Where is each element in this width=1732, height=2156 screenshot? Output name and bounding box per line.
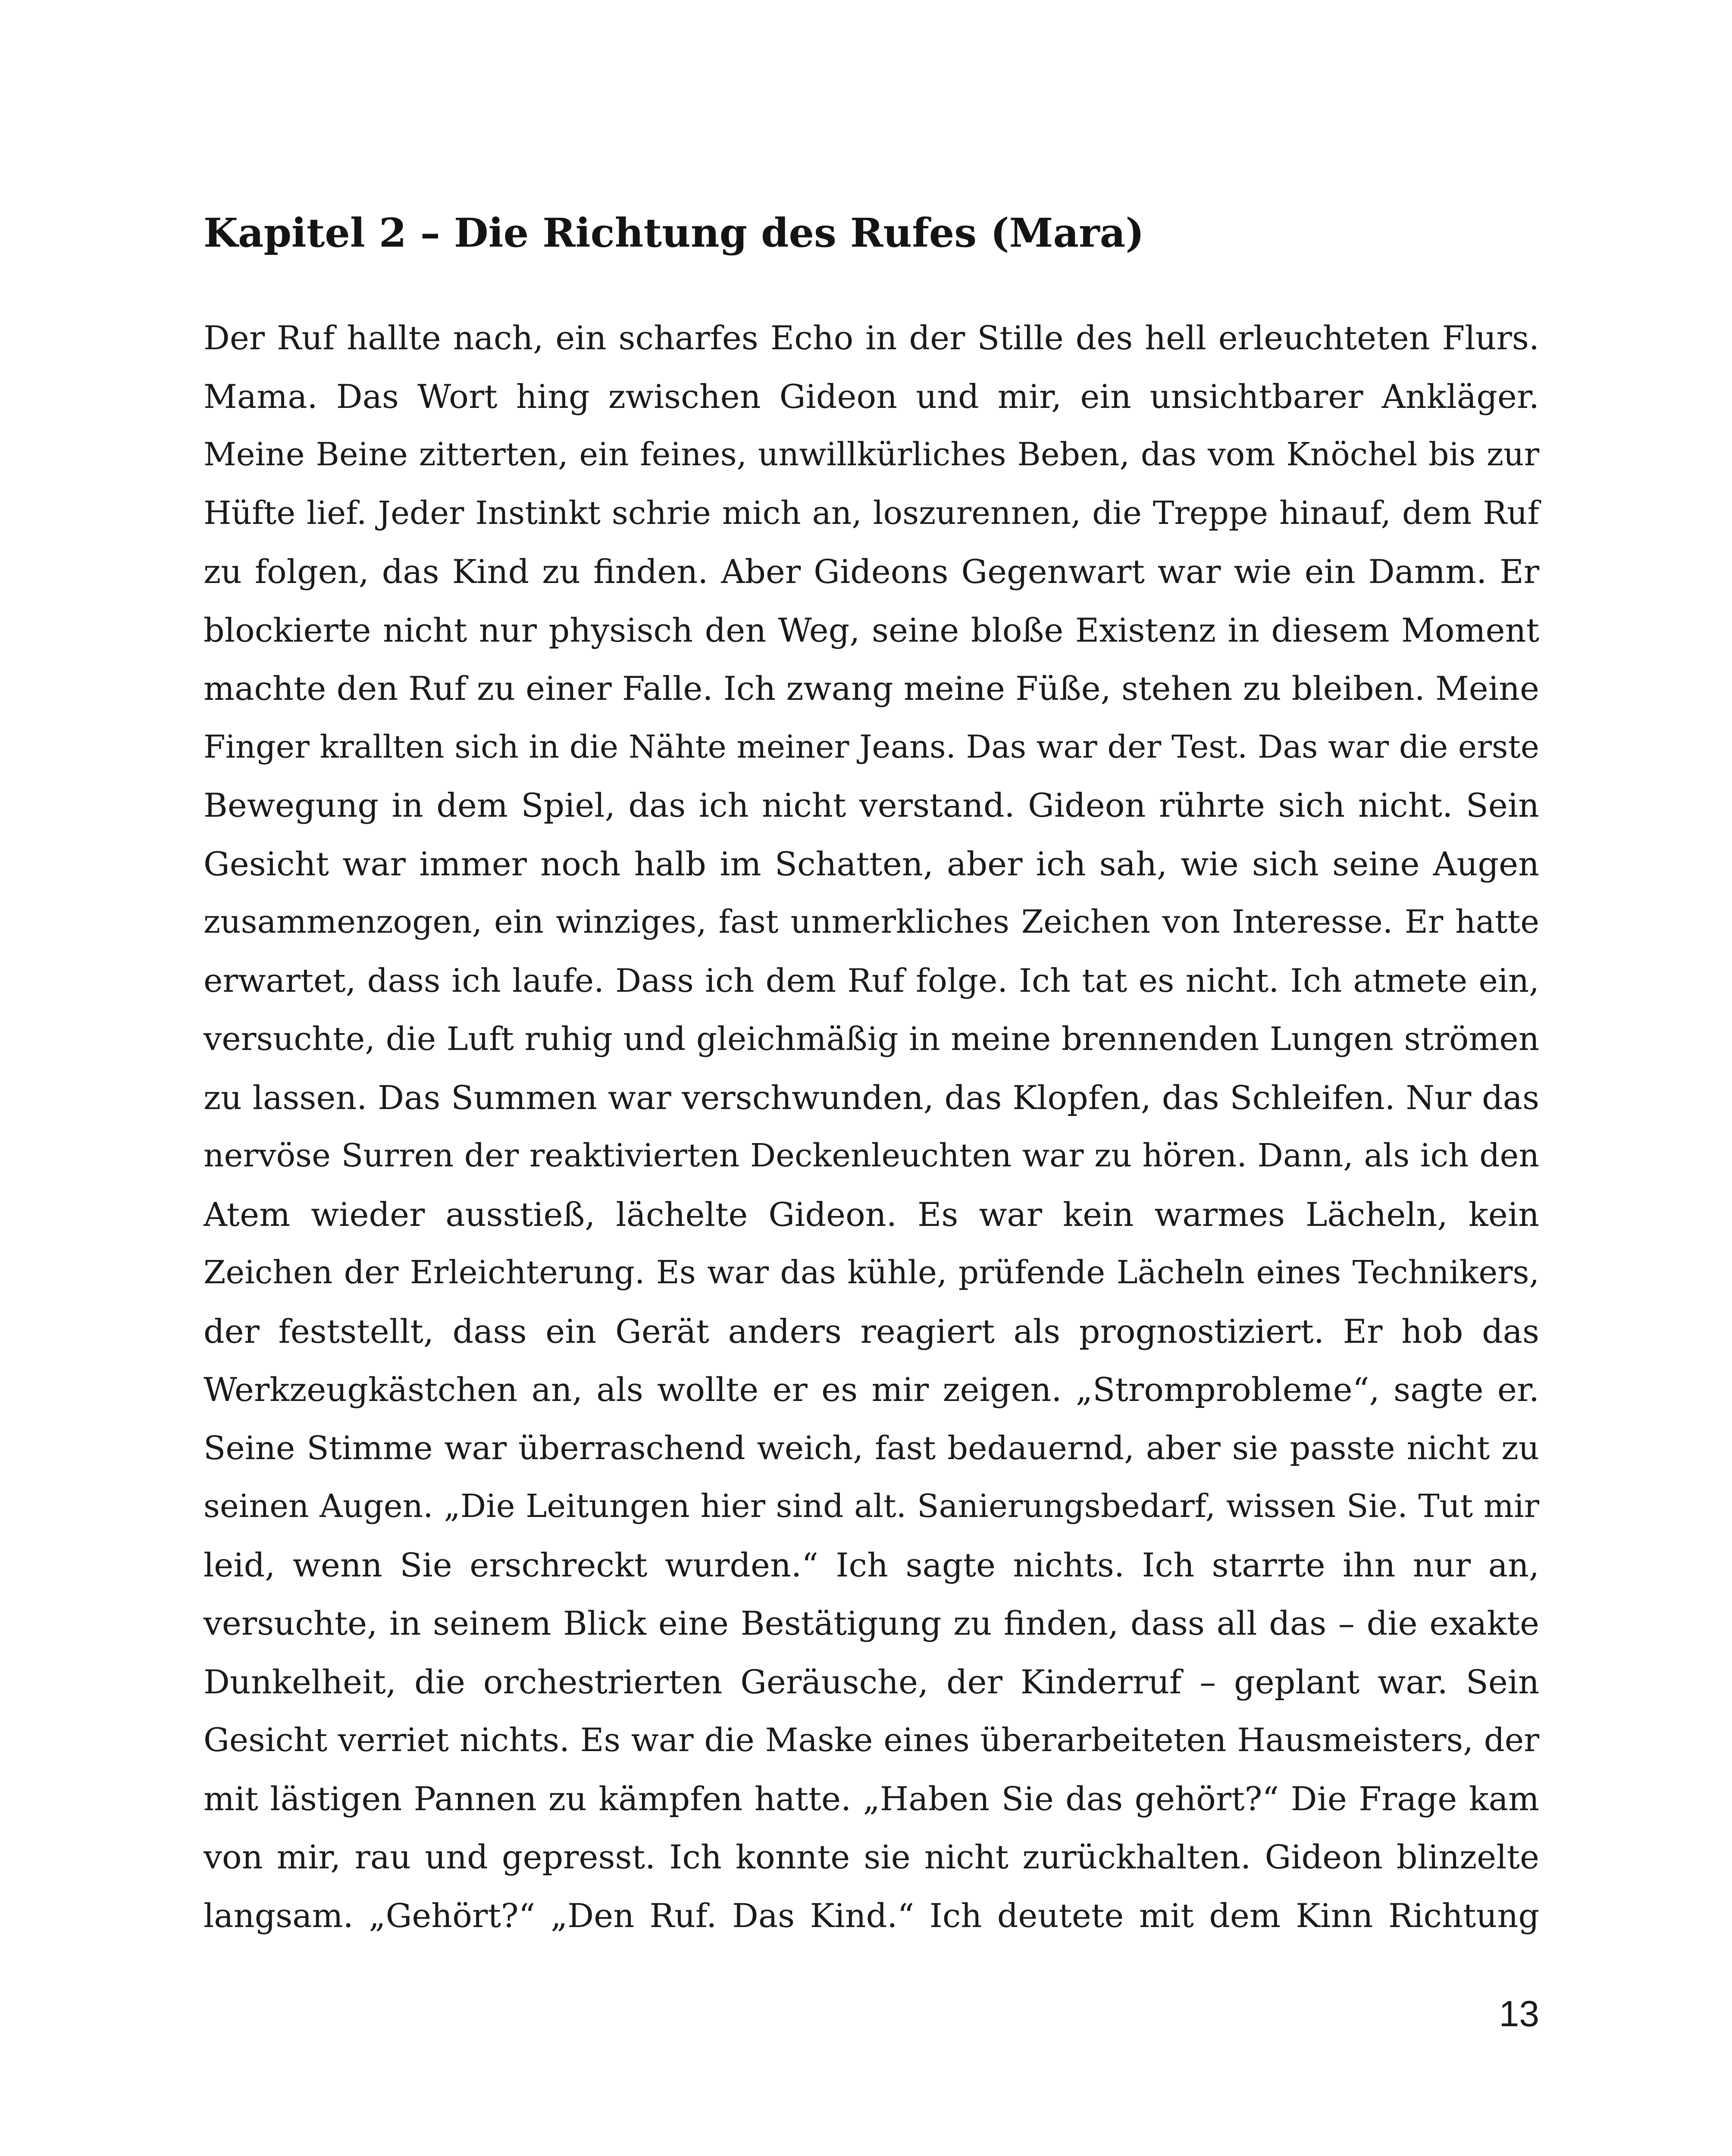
text-line: der feststellt, dass ein Gerät anders reagiert als prognostiziert. Er hob das [204,1312,1539,1351]
text-line: Werkzeugkästchen an, als wollte er es mir zeigen. „Stromprobleme“, sagte er. [204,1370,1539,1409]
chapter-title: Kapitel 2 – Die Richtung des Rufes (Mara) [204,210,1144,256]
text-line: zu folgen, das Kind zu finden. Aber Gideons Gegenwart war wie ein Damm. Er [204,552,1539,591]
text-line: machte den Ruf zu einer Falle. Ich zwang meine Füße, stehen zu bleiben. Meine [204,669,1539,708]
text-line: mit lästigen Pannen zu kämpfen hatte. „Haben Sie das gehört?“ Die Frage kam [204,1779,1539,1818]
text-line: Mama. Das Wort hing zwischen Gideon und mir, ein unsichtbarer Ankläger. [204,377,1539,416]
text-line: Dunkelheit, die orchestrierten Geräusche, der Kinderruf – geplant war. Sein [204,1662,1539,1701]
text-line: Bewegung in dem Spiel, das ich nicht verstand. Gideon rührte sich nicht. Sein [204,786,1539,824]
body-text [204,309,1539,1945]
text-line: Der Ruf hallte nach, ein scharfes Echo in der Stille des hell erleuchteten Flurs. [204,319,1539,357]
text-line: Atem wieder ausstieß, lächelte Gideon. Es war kein warmes Lächeln, kein [204,1195,1539,1234]
text-line: Finger krallten sich in die Nähte meiner Jeans. Das war der Test. Das war die erste [204,728,1539,765]
text-line: Hüfte lief. Jeder Instinkt schrie mich an, loszurennen, die Treppe hinauf, dem Ruf [204,494,1539,532]
text-line: Zeichen der Erleichterung. Es war das kühle, prüfende Lächeln eines Technikers, [204,1254,1539,1291]
text-line: nervöse Surren der reaktivierten Deckenleuchten war zu hören. Dann, als ich den [204,1137,1539,1174]
text-line: Meine Beine zitterten, ein feines, unwillkürliches Beben, das vom Knöchel bis zur [204,436,1539,473]
text-line: leid, wenn Sie erschreckt wurden.“ Ich sagte nichts. Ich starrte ihn nur an, [204,1545,1539,1584]
text-line: versuchte, in seinem Blick eine Bestätigung zu finden, dass all das – die exakte [204,1604,1539,1642]
text-line: langsam. „Gehört?“ „Den Ruf. Das Kind.“ Ich deutete mit dem Kinn Richtung [204,1896,1539,1935]
text-line: von mir, rau und gepresst. Ich konnte sie nicht zurückhalten. Gideon blinzelte [204,1838,1539,1876]
text-line: zusammenzogen, ein winziges, fast unmerkliches Zeichen von Interesse. Er hatte [204,903,1539,940]
text-line: seinen Augen. „Die Leitungen hier sind alt. Sanierungsbedarf, wissen Sie. Tut mir [204,1488,1539,1525]
text-line: versuchte, die Luft ruhig und gleichmäßig in meine brennenden Lungen strömen [204,1020,1539,1058]
text-line: Gesicht war immer noch halb im Schatten, aber ich sah, wie sich seine Augen [204,844,1539,883]
text-line: zu lassen. Das Summen war verschwunden, das Klopfen, das Schleifen. Nur das [204,1078,1539,1117]
text-line: Seine Stimme war überraschend weich, fast bedauernd, aber sie passte nicht zu [204,1429,1539,1467]
text-line: blockierte nicht nur physisch den Weg, seine bloße Existenz in diesem Moment [204,611,1539,649]
text-line: erwartet, dass ich laufe. Dass ich dem Ruf folge. Ich tat es nicht. Ich atmete ein, [204,961,1539,1000]
text-line: Gesicht verriet nichts. Es war die Maske eines überarbeiteten Hausmeisters, der [204,1721,1539,1759]
page-number: 13 [1499,1993,1539,2034]
